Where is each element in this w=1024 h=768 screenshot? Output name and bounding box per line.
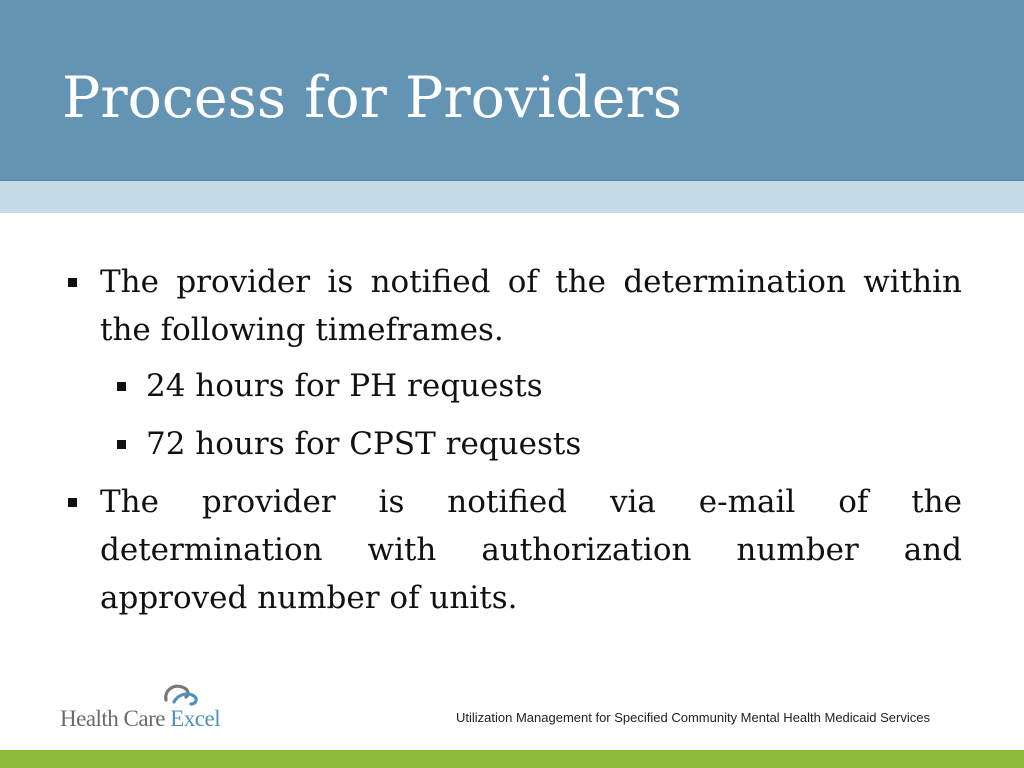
logo-wordmark	[60, 706, 220, 732]
sub-bullet-text: 72 hours for CPST requests	[146, 426, 582, 462]
sub-bullet-text: 24 hours for PH requests	[146, 368, 543, 404]
slide-title: Process for Providers	[62, 65, 683, 131]
title-underband	[0, 181, 1024, 213]
logo-word-excel: Excel	[170, 706, 221, 731]
bullet-item	[62, 258, 962, 354]
logo-word-health-care: Health Care	[60, 706, 165, 731]
bottom-accent-bar	[0, 750, 1024, 768]
square-bullet-icon	[68, 498, 77, 507]
sub-bullet-item	[62, 362, 962, 410]
square-bullet-icon	[68, 278, 77, 287]
square-bullet-icon	[117, 382, 126, 391]
sub-bullet-item	[62, 420, 962, 468]
bullet-text: The provider is notified via e-mail of the determination with authorization number and approved number of units.	[100, 484, 962, 616]
slide-body	[62, 258, 962, 630]
footer-caption: Utilization Management for Specified Community Mental Health Medicaid Services	[456, 710, 930, 725]
bullet-text: The provider is notified of the determination within the following timeframes.	[100, 264, 962, 348]
bullet-item	[62, 478, 962, 622]
square-bullet-icon	[117, 440, 126, 449]
health-care-excel-logo	[60, 682, 250, 734]
title-bar	[0, 0, 1024, 181]
swirl-logo-icon	[160, 682, 200, 708]
